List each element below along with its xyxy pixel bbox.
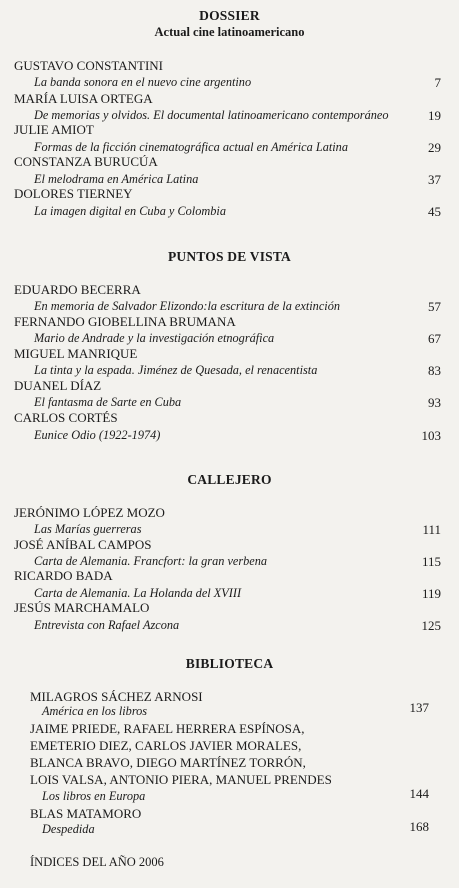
dossier-page-1: 7: [434, 75, 441, 90]
callejero-author-1: JERÓNIMO LÓPEZ MOZO: [14, 505, 165, 520]
dossier-author-2: MARÍA LUISA ORTEGA: [14, 91, 153, 106]
dossier-page-5: 45: [428, 204, 441, 219]
callejero-title-3: Carta de Alemania. La Holanda del XVIII: [34, 586, 242, 600]
puntos-page-1: 57: [428, 299, 441, 314]
callejero-title-1: Las Marías guerreras: [34, 522, 142, 536]
biblioteca-authors-line-4: LOIS VALSA, ANTONIO PIERA, MANUEL PRENDES: [30, 772, 332, 787]
biblioteca-page-2: 144: [409, 786, 429, 801]
puntos-author-3: MIGUEL MANRIQUE: [14, 346, 138, 361]
callejero-page-1: 111: [422, 522, 441, 537]
puntos-author-1: EDUARDO BECERRA: [14, 282, 141, 297]
dossier-author-3: JULIE AMIOT: [14, 122, 94, 137]
biblioteca-authors-line-2: EMETERIO DIEZ, CARLOS JAVIER MORALES,: [30, 738, 302, 753]
biblioteca-title-3: Despedida: [42, 822, 95, 836]
biblioteca-title-2: Los libros en Europa: [42, 789, 146, 803]
callejero-page-3: 119: [421, 586, 441, 601]
annual-index-footer: ÍNDICES DEL AÑO 2006: [30, 855, 164, 869]
dossier-page-3: 29: [428, 140, 441, 155]
biblioteca-authors-line-1: JAIME PRIEDE, RAFAEL HERRERA ESPÍNOSA,: [30, 721, 305, 736]
biblioteca-page-1: 137: [409, 700, 429, 715]
dossier-page-2: 19: [428, 108, 441, 123]
dossier-author-1: GUSTAVO CONSTANTINI: [14, 58, 163, 73]
biblioteca-author-1: MILAGROS SÁCHEZ ARNOSI: [30, 689, 203, 704]
dossier-title-2: De memorias y olvidos. El documental latinoamericano contemporáneo: [34, 108, 389, 122]
puntos-title-2: Mario de Andrade y la investigación etnográfica: [34, 331, 275, 345]
puntos-author-5: CARLOS CORTÉS: [14, 410, 118, 425]
callejero-author-3: RICARDO BADA: [14, 568, 113, 583]
dossier-subheading: Actual cine latinoamericano: [154, 25, 305, 39]
biblioteca-author-3: BLAS MATAMORO: [30, 806, 142, 821]
dossier-page-4: 37: [428, 172, 441, 187]
biblioteca-authors-line-3: BLANCA BRAVO, DIEGO MARTÍNEZ TORRÓN,: [30, 755, 306, 770]
puntos-page-3: 83: [428, 363, 441, 378]
puntos-page-2: 67: [428, 331, 441, 346]
dossier-author-5: DOLORES TIERNEY: [14, 186, 133, 201]
biblioteca-page-3: 168: [409, 819, 429, 834]
callejero-heading: CALLEJERO: [187, 472, 272, 487]
puntos-author-4: DUANEL DÍAZ: [14, 378, 102, 393]
puntos-title-1: En memoria de Salvador Elizondo:la escritura de la extinción: [34, 299, 341, 313]
callejero-title-4: Entrevista con Rafael Azcona: [34, 618, 180, 632]
puntos-heading: PUNTOS DE VISTA: [167, 249, 292, 264]
puntos-author-2: FERNANDO GIOBELLINA BRUMANA: [14, 314, 236, 329]
callejero-author-2: JOSÉ ANÍBAL CAMPOS: [14, 537, 152, 552]
puntos-page-5: 103: [421, 428, 441, 443]
dossier-title-1: La banda sonora en el nuevo cine argentino: [34, 75, 252, 89]
dossier-title-4: El melodrama en América Latina: [34, 172, 199, 186]
dossier-author-4: CONSTANZA BURUCÚA: [14, 154, 158, 169]
callejero-title-2: Carta de Alemania. Francfort: la gran verbena: [34, 554, 268, 568]
callejero-page-2: 115: [421, 554, 441, 569]
puntos-title-4: El fantasma de Sarte en Cuba: [34, 395, 182, 409]
dossier-heading: DOSSIER: [199, 8, 260, 23]
puntos-title-3: La tinta y la espada. Jiménez de Quesada, el renacentista: [34, 363, 318, 377]
biblioteca-heading: BIBLIOTECA: [185, 656, 274, 671]
biblioteca-title-1: América en los libros: [42, 704, 148, 718]
callejero-author-4: JESÚS MARCHAMALO: [14, 600, 150, 615]
puntos-title-5: Eunice Odio (1922-1974): [34, 428, 161, 442]
puntos-page-4: 93: [428, 395, 441, 410]
dossier-title-5: La imagen digital en Cuba y Colombia: [34, 204, 226, 218]
dossier-title-3: Formas de la ficción cinematográfica actual en América Latina: [34, 140, 348, 154]
callejero-page-4: 125: [421, 618, 441, 633]
